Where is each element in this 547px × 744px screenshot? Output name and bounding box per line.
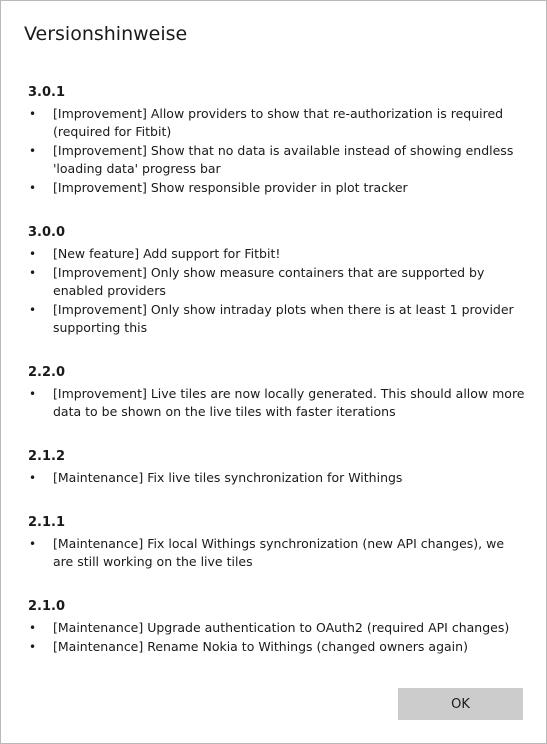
release-items bbox=[28, 619, 528, 656]
release-item: • [Improvement] Only show intraday plots when there is at least 1 provider supporting this bbox=[28, 301, 528, 337]
release-items bbox=[28, 535, 528, 571]
release-items bbox=[28, 469, 528, 487]
release-item: • [Improvement] Only show measure containers that are supported by enabled providers bbox=[28, 264, 528, 300]
release-section bbox=[28, 224, 528, 337]
release-section bbox=[28, 84, 528, 197]
release-version: 2.1.0 bbox=[28, 599, 66, 614]
release-item: • [New feature] Add support for Fitbit! bbox=[28, 245, 528, 263]
ok-button[interactable]: OK bbox=[398, 688, 523, 720]
release-item: • [Maintenance] Upgrade authentication to OAuth2 (required API changes) bbox=[28, 619, 528, 637]
release-section bbox=[28, 514, 528, 571]
release-item: • [Improvement] Show responsible provider in plot tracker bbox=[28, 179, 528, 197]
release-version: 2.1.2 bbox=[28, 449, 66, 464]
release-item: • [Improvement] Live tiles are now locally generated. This should allow more data to be shown on the live tiles with faster iterations bbox=[28, 385, 528, 421]
release-items bbox=[28, 105, 528, 197]
release-version: 3.0.0 bbox=[28, 225, 66, 240]
release-item: • [Maintenance] Rename Nokia to Withings (changed owners again) bbox=[28, 638, 528, 656]
release-item: • [Maintenance] Fix live tiles synchronization for Withings bbox=[28, 469, 528, 487]
release-version: 2.2.0 bbox=[28, 365, 66, 380]
dialog-title: Versionshinweise bbox=[24, 23, 188, 45]
release-version: 2.1.1 bbox=[28, 515, 66, 530]
release-item: • [Improvement] Show that no data is available instead of showing endless 'loading data' progress bar bbox=[28, 142, 528, 178]
release-items bbox=[28, 245, 528, 337]
release-section bbox=[28, 598, 528, 656]
release-section bbox=[28, 448, 528, 487]
release-section bbox=[28, 364, 528, 421]
release-items bbox=[28, 385, 528, 421]
release-item: • [Improvement] Allow providers to show that re-authorization is required (required for Fitbit) bbox=[28, 105, 528, 141]
release-version: 3.0.1 bbox=[28, 85, 66, 100]
release-item: • [Maintenance] Fix local Withings synchronization (new API changes), we are still working on the live tiles bbox=[28, 535, 528, 571]
release-notes-list bbox=[28, 84, 528, 657]
